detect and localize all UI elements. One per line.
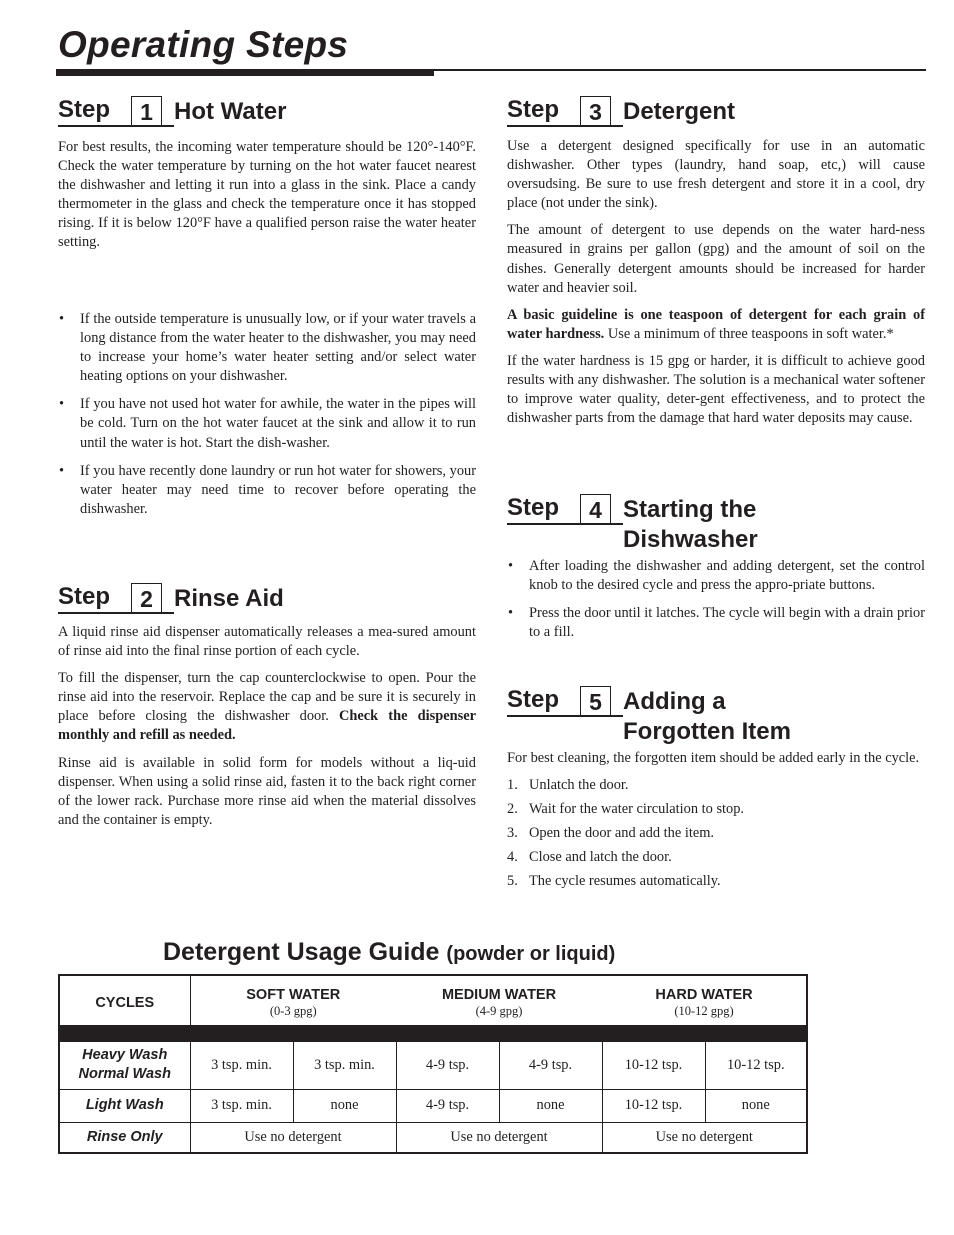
table-row: [59, 1122, 807, 1153]
page-title: Operating Steps: [58, 24, 349, 65]
list-text: Wait for the water circulation to stop.: [529, 800, 745, 817]
header-label: SOFT WATER: [246, 986, 341, 1003]
table-cell: 4-9 tsp.: [396, 1041, 499, 1089]
hot-water-intro: For best results, the incoming water temperature should be 120°-140°F. Check the water temperature by turning on the hot water faucet nearest the dishwasher and letting it run into a glass in the sink. Place a candy thermometer in the glass and check the temperature once it has stopped rising. If it is below 120°F have a qualified person raise the water heater setting.: [58, 139, 476, 251]
table-cell: 10-12 tsp.: [602, 1041, 705, 1089]
detergent-p2: The amount of detergent to use depends on the water hard-ness measured in grains per gallon (gpg) and the amount of soil on the dishes. Generally detergent amounts should be increased for harder water and heavier soil.: [507, 222, 925, 296]
detergent-p1: Use a detergent designed specifically for use in an automatic dishwasher. Other types (laundry, hand soap, etc,) will cause oversudsing. Be sure to use fresh detergent and store it in a cool, dry place (not under the sink).: [507, 138, 925, 212]
list-text: The cycle resumes automatically.: [529, 872, 721, 889]
step-title: Rinse Aid: [174, 585, 284, 612]
bullet-item: • If the outside temperature is unusually low, or if your water travels a long distance from the water heater to the dishwasher, you may need to increase your home’s water heater setting and/or select water heating options on your dishwasher.: [58, 310, 476, 386]
cycle-label: Heavy Wash: [82, 1047, 168, 1063]
step-title: [623, 687, 923, 747]
list-item: [507, 872, 925, 891]
step-title: [623, 495, 923, 555]
list-text: Close and latch the door.: [529, 848, 672, 865]
step-title: Detergent: [623, 98, 736, 125]
rinse-aid-p2-text: To fill the dispenser, turn the cap counterclockwise to open. Pour the rinse aid into the reservoir. Replace the cap and be sure it is securely in place before closing the dishwasher door.: [58, 670, 476, 725]
detergent-usage-table: [58, 974, 808, 1154]
step-word: Step: [507, 494, 560, 521]
bullet-item: • After loading the dishwasher and adding detergent, set the control knob to the desired cycle and press the appro-priate buttons.: [507, 557, 925, 595]
table-cell: 3 tsp. min.: [190, 1041, 293, 1089]
table-cell: 3 tsp. min.: [293, 1041, 396, 1089]
rinse-aid-p2-bold: Check the dispenser monthly and refill as needed.: [58, 708, 476, 744]
table-cell: none: [705, 1089, 807, 1122]
rinse-aid-p3: Rinse aid is available in solid form for models without a liq-uid dispenser. When using a solid rinse aid, fasten it to the back right corner of the lower rack. Purchase more rinse aid when the material dissolves and the container is empty.: [58, 754, 476, 828]
guide-title-sub: (powder or liquid): [446, 943, 616, 965]
list-number: 3.: [507, 824, 518, 841]
bullet-item: • If you have not used hot water for awhile, the water in the pipes will be cold. Turn on the hot water faucet at the sink and allow it to run until the water is hot. Start the dish-washer.: [58, 395, 476, 452]
step-title-line: Dishwasher: [623, 526, 758, 553]
list-item: [507, 800, 925, 819]
divider-cell: [59, 1025, 807, 1041]
rinse-aid-p1: A liquid rinse aid dispenser automatically releases a mea-sured amount of rinse aid into the final rinse portion of each cycle.: [58, 624, 476, 660]
list-item: [507, 848, 925, 867]
step-title-line: Forgotten Item: [623, 718, 791, 745]
table-cell: 10-12 tsp.: [705, 1041, 807, 1089]
table-cell: Use no detergent: [190, 1122, 396, 1153]
forgotten-intro: For best cleaning, the forgotten item should be added early in the cycle.: [507, 750, 920, 766]
step-word: Step: [507, 686, 560, 713]
step-number-box: 5: [580, 686, 611, 717]
table-row: [59, 1089, 807, 1122]
table-cell: Use no detergent: [396, 1122, 602, 1153]
table-cell: none: [293, 1089, 396, 1122]
guide-title-main: Detergent Usage Guide: [163, 938, 440, 966]
cycle-cell: Rinse Only: [59, 1122, 190, 1153]
rinse-aid-section: [58, 623, 476, 830]
header-soft-water: [190, 975, 396, 1025]
list-text: Open the door and add the item.: [529, 824, 715, 841]
step-number-box: 4: [580, 494, 611, 525]
list-number: 2.: [507, 800, 518, 817]
header-label: HARD WATER: [655, 986, 753, 1003]
step-word: Step: [58, 96, 111, 123]
bullet-item: • Press the door until it latches. The cycle will begin with a drain prior to a fill.: [507, 604, 925, 642]
table-cell: 4-9 tsp.: [499, 1041, 602, 1089]
detergent-p3-bold: A basic guideline is one teaspoon of detergent for each grain of water hardness.: [507, 306, 925, 342]
guide-title: [163, 938, 615, 967]
step-number-box: 1: [131, 96, 162, 127]
table-divider-bar: [59, 1025, 807, 1041]
list-number: 1.: [507, 777, 518, 794]
detergent-section: [507, 137, 925, 428]
list-item: [507, 776, 925, 795]
step-word: Step: [507, 96, 560, 123]
hot-water-bullets: [58, 310, 476, 528]
header-range: (4-9 gpg): [475, 1003, 523, 1018]
table-row: [59, 1041, 807, 1089]
header-cycles: CYCLES: [59, 975, 190, 1025]
hot-water-section: [58, 138, 476, 253]
step-title: Hot Water: [174, 98, 287, 125]
header-range: (0-3 gpg): [269, 1003, 317, 1018]
cycle-cell: Light Wash: [59, 1089, 190, 1122]
starting-section: [507, 557, 925, 651]
list-item: [507, 824, 925, 843]
header-medium-water: [396, 975, 602, 1025]
cycle-label: Normal Wash: [78, 1066, 171, 1082]
table-cell: 4-9 tsp.: [396, 1089, 499, 1122]
list-number: 5.: [507, 872, 518, 889]
step-word: Step: [58, 583, 111, 610]
step-title-line: Adding a: [623, 688, 726, 715]
step-number-box: 2: [131, 583, 162, 614]
detergent-p3: [507, 306, 925, 344]
header-label: MEDIUM WATER: [441, 986, 557, 1003]
header-range: (10-12 gpg): [674, 1003, 734, 1018]
table-cell: Use no detergent: [602, 1122, 807, 1153]
table-cell: 3 tsp. min.: [190, 1089, 293, 1122]
forgotten-section: [507, 749, 925, 896]
table-cell: 10-12 tsp.: [602, 1089, 705, 1122]
header-hard-water: [602, 975, 807, 1025]
cycle-cell: [59, 1041, 190, 1089]
rinse-aid-p2: [58, 669, 476, 745]
title-rule-thin: [434, 69, 926, 71]
list-text: Unlatch the door.: [529, 777, 629, 794]
table-cell: none: [499, 1089, 602, 1122]
step-number-box: 3: [580, 96, 611, 127]
title-rule-thick: [56, 69, 434, 76]
bullet-item: • If you have recently done laundry or run hot water for showers, your water heater may need time to recover before operating the dishwasher.: [58, 462, 476, 519]
table-header-row: [59, 975, 807, 1025]
detergent-p4: If the water hardness is 15 gpg or harder, it is difficult to achieve good results with any dishwasher. The solution is a mechanical water softener to improve water quality, deter-gent effectiveness, and to protect the dishwasher parts from the damage that hard water deposits may cause.: [507, 352, 925, 427]
detergent-p3-text: Use a minimum of three teaspoons in soft water.*: [607, 325, 894, 342]
step-title-line: Starting the: [623, 496, 757, 523]
list-number: 4.: [507, 848, 518, 865]
